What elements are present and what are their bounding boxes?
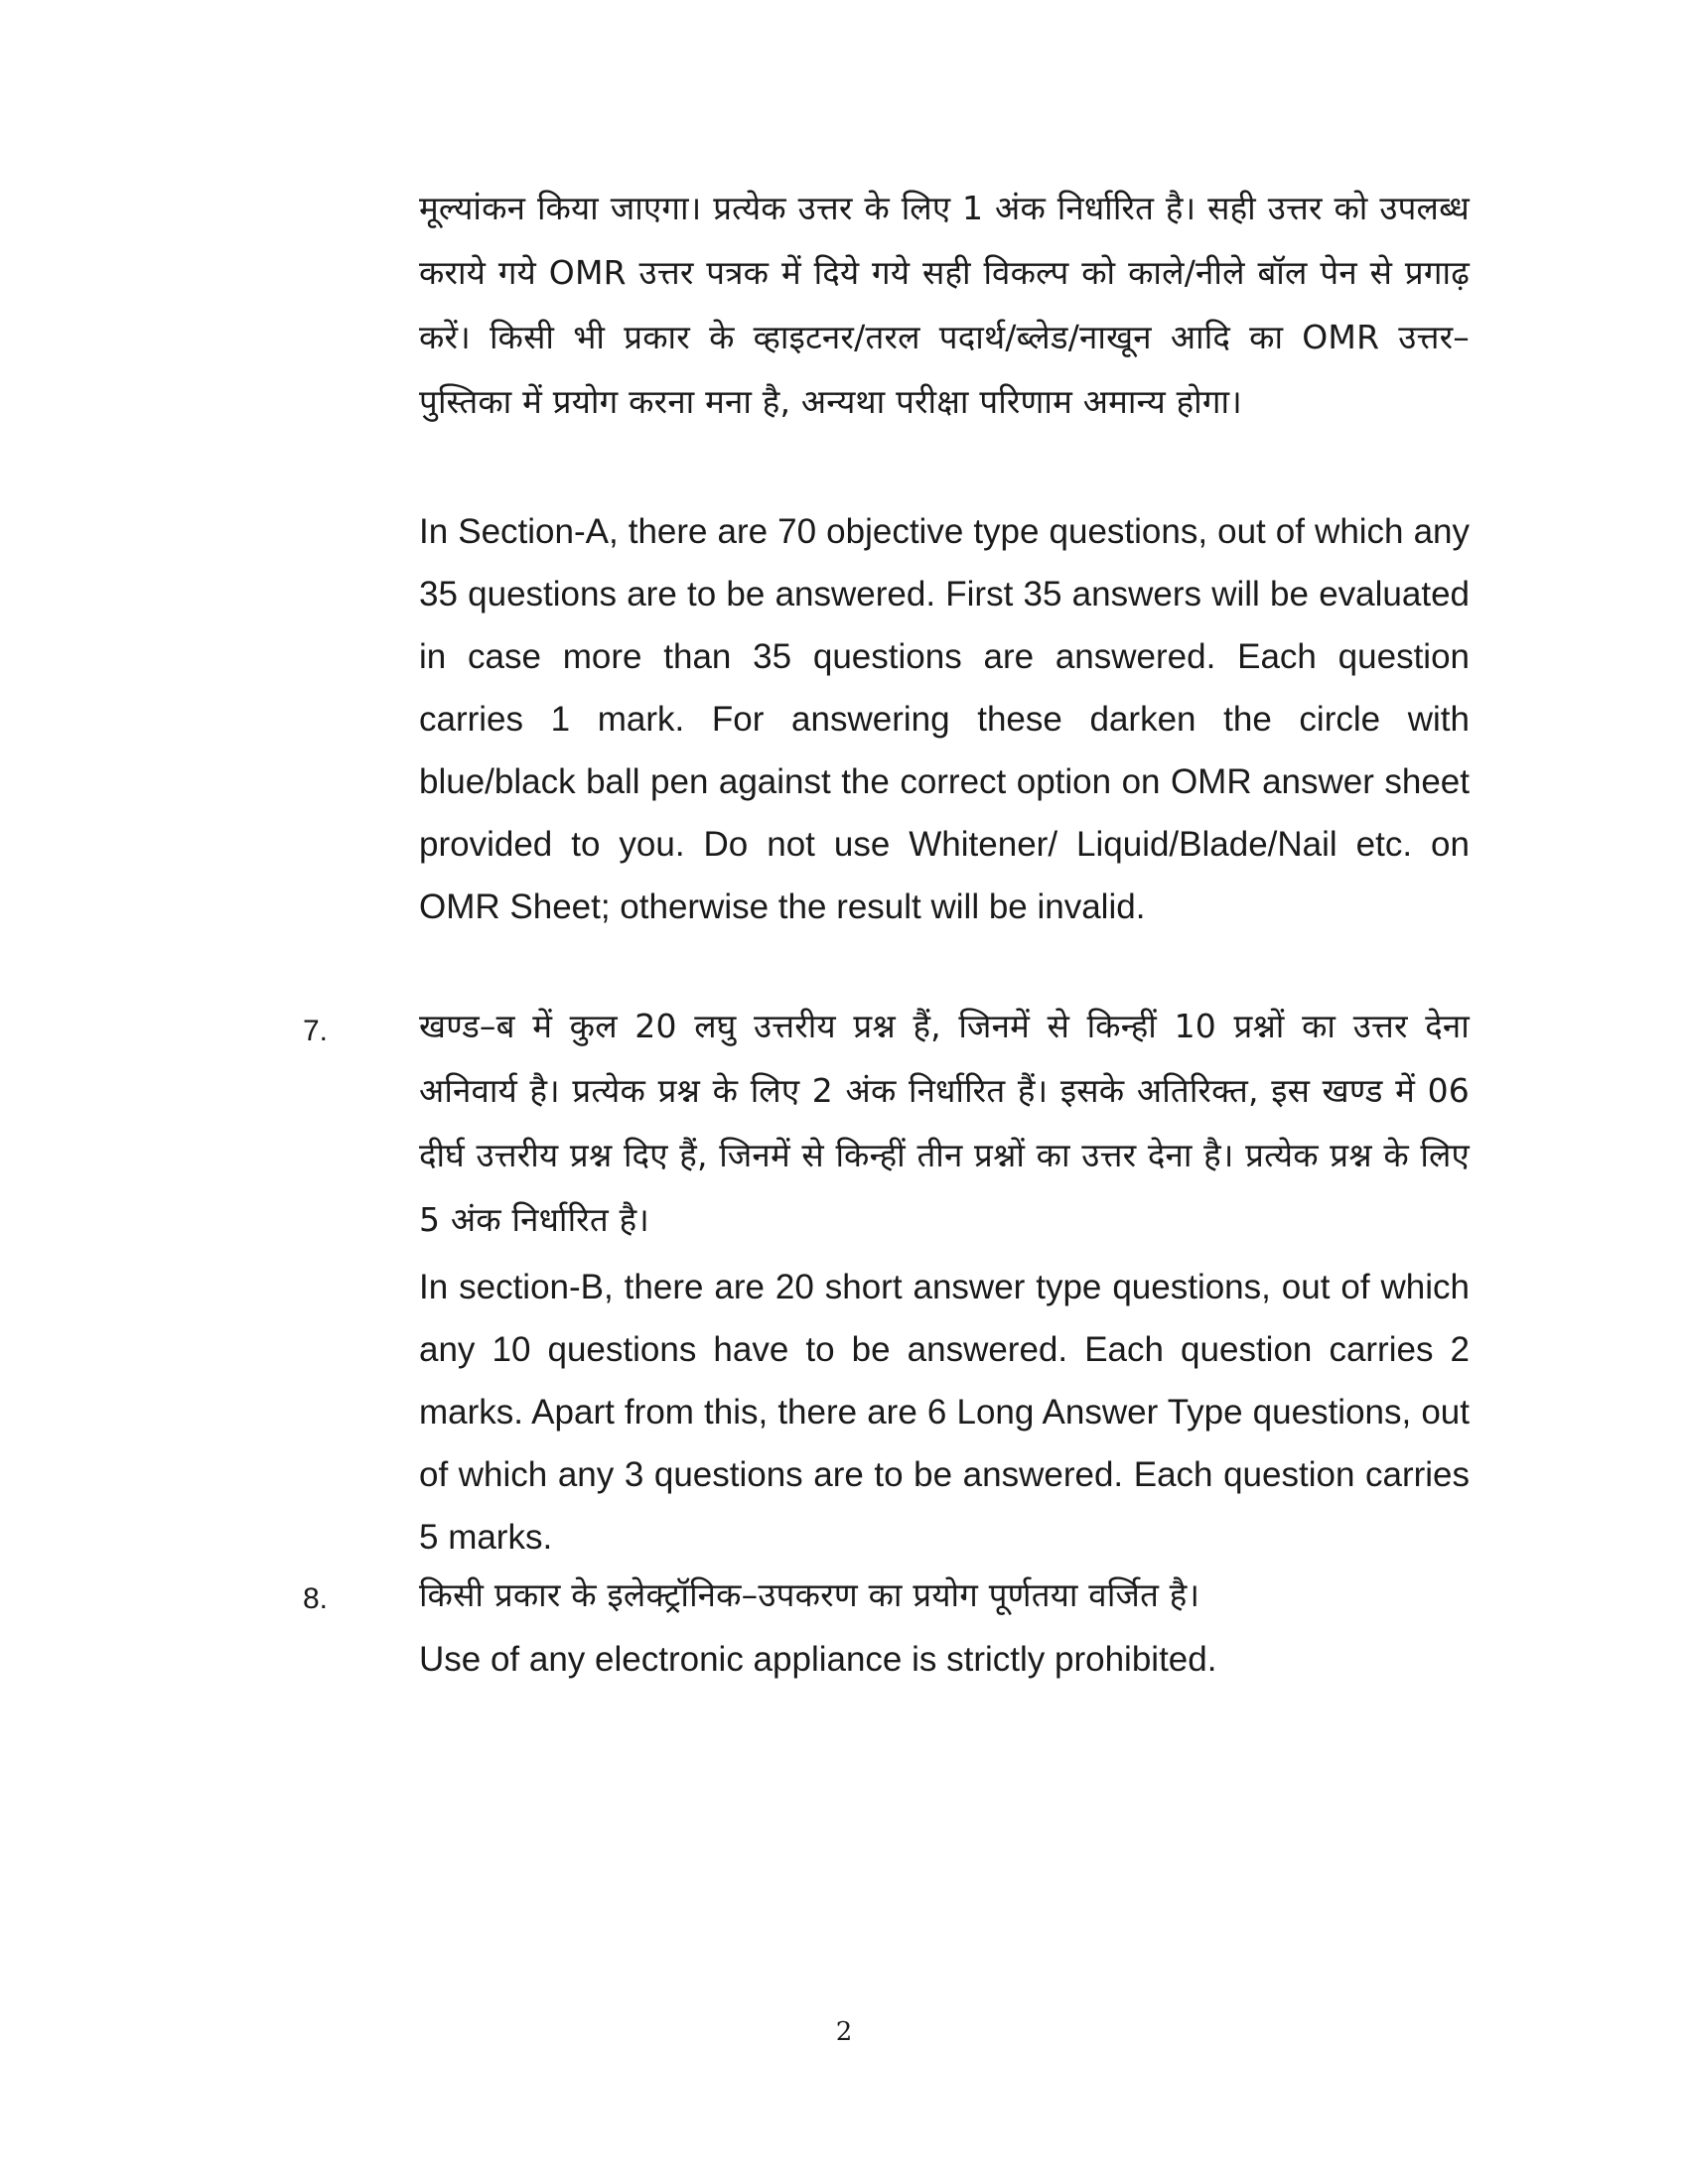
item-7-english-text: In section-B, there are 20 short answer type questions, out of which any 10 questions have to be answered. Each question carries 2 marks. Apart from this, there are 6 Long Answer Type questions, out of which any 3 questions are to be answered. Each question carries 5 marks. <box>419 1268 1470 1557</box>
item-7-hindi-text: खण्ड–ब में कुल 20 लघु उत्तरीय प्रश्न हैं, जिनमें से किन्हीं 10 प्रश्नों का उत्तर देना अनिवार्य है। प्रत्येक प्रश्न के लिए 2 अंक निर्धारित हैं। इसके अतिरिक्त, इस खण्ड में 06 दीर्घ उत्तरीय प्रश्न दिए हैं, जिनमें से किन्हीं तीन प्रश्नों का उत्तर देना है। प्रत्येक प्रश्न के लिए 5 अंक निर्धारित है। <box>419 1007 1470 1239</box>
section6-english-text: In Section-A, there are 70 objective type questions, out of which any 35 questions are to be answered. First 35 answers will be evaluated in case more than 35 questions are answered. Each question carries 1 mark. For answering these darken the circle with blue/black ball pen against the correct option on OMR answer sheet provided to you. Do not use Whitener/ Liquid/Blade/Nail etc. on OMR Sheet; otherwise the result will be invalid. <box>419 512 1470 926</box>
page-number: 2 <box>835 2017 853 2047</box>
section6-hindi-text: मूल्यांकन किया जाएगा। प्रत्येक उत्तर के लिए 1 अंक निर्धारित है। सही उत्तर को उपलब्ध कराये गये OMR उत्तर पत्रक में दिये गये सही विकल्प को काले/नीले बॉल पेन से प्रगाढ़ करें। किसी भी प्रकार के व्हाइटनर/तरल पदार्थ/ब्लेड/नाखून आदि का OMR उत्तर–पुस्तिका में प्रयोग करना मना है, अन्यथा परीक्षा परिणाम अमान्य होगा। <box>419 189 1470 421</box>
item-8-english-text: Use of any electronic appliance is strictly prohibited. <box>419 1640 1217 1679</box>
item-8-hindi-text: किसी प्रकार के इलेक्ट्रॉनिक–उपकरण का प्रयोग पूर्णतया वर्जित है। <box>419 1575 1200 1614</box>
item-7-number: 7. <box>303 1015 329 1047</box>
item-8-number: 8. <box>303 1582 329 1615</box>
